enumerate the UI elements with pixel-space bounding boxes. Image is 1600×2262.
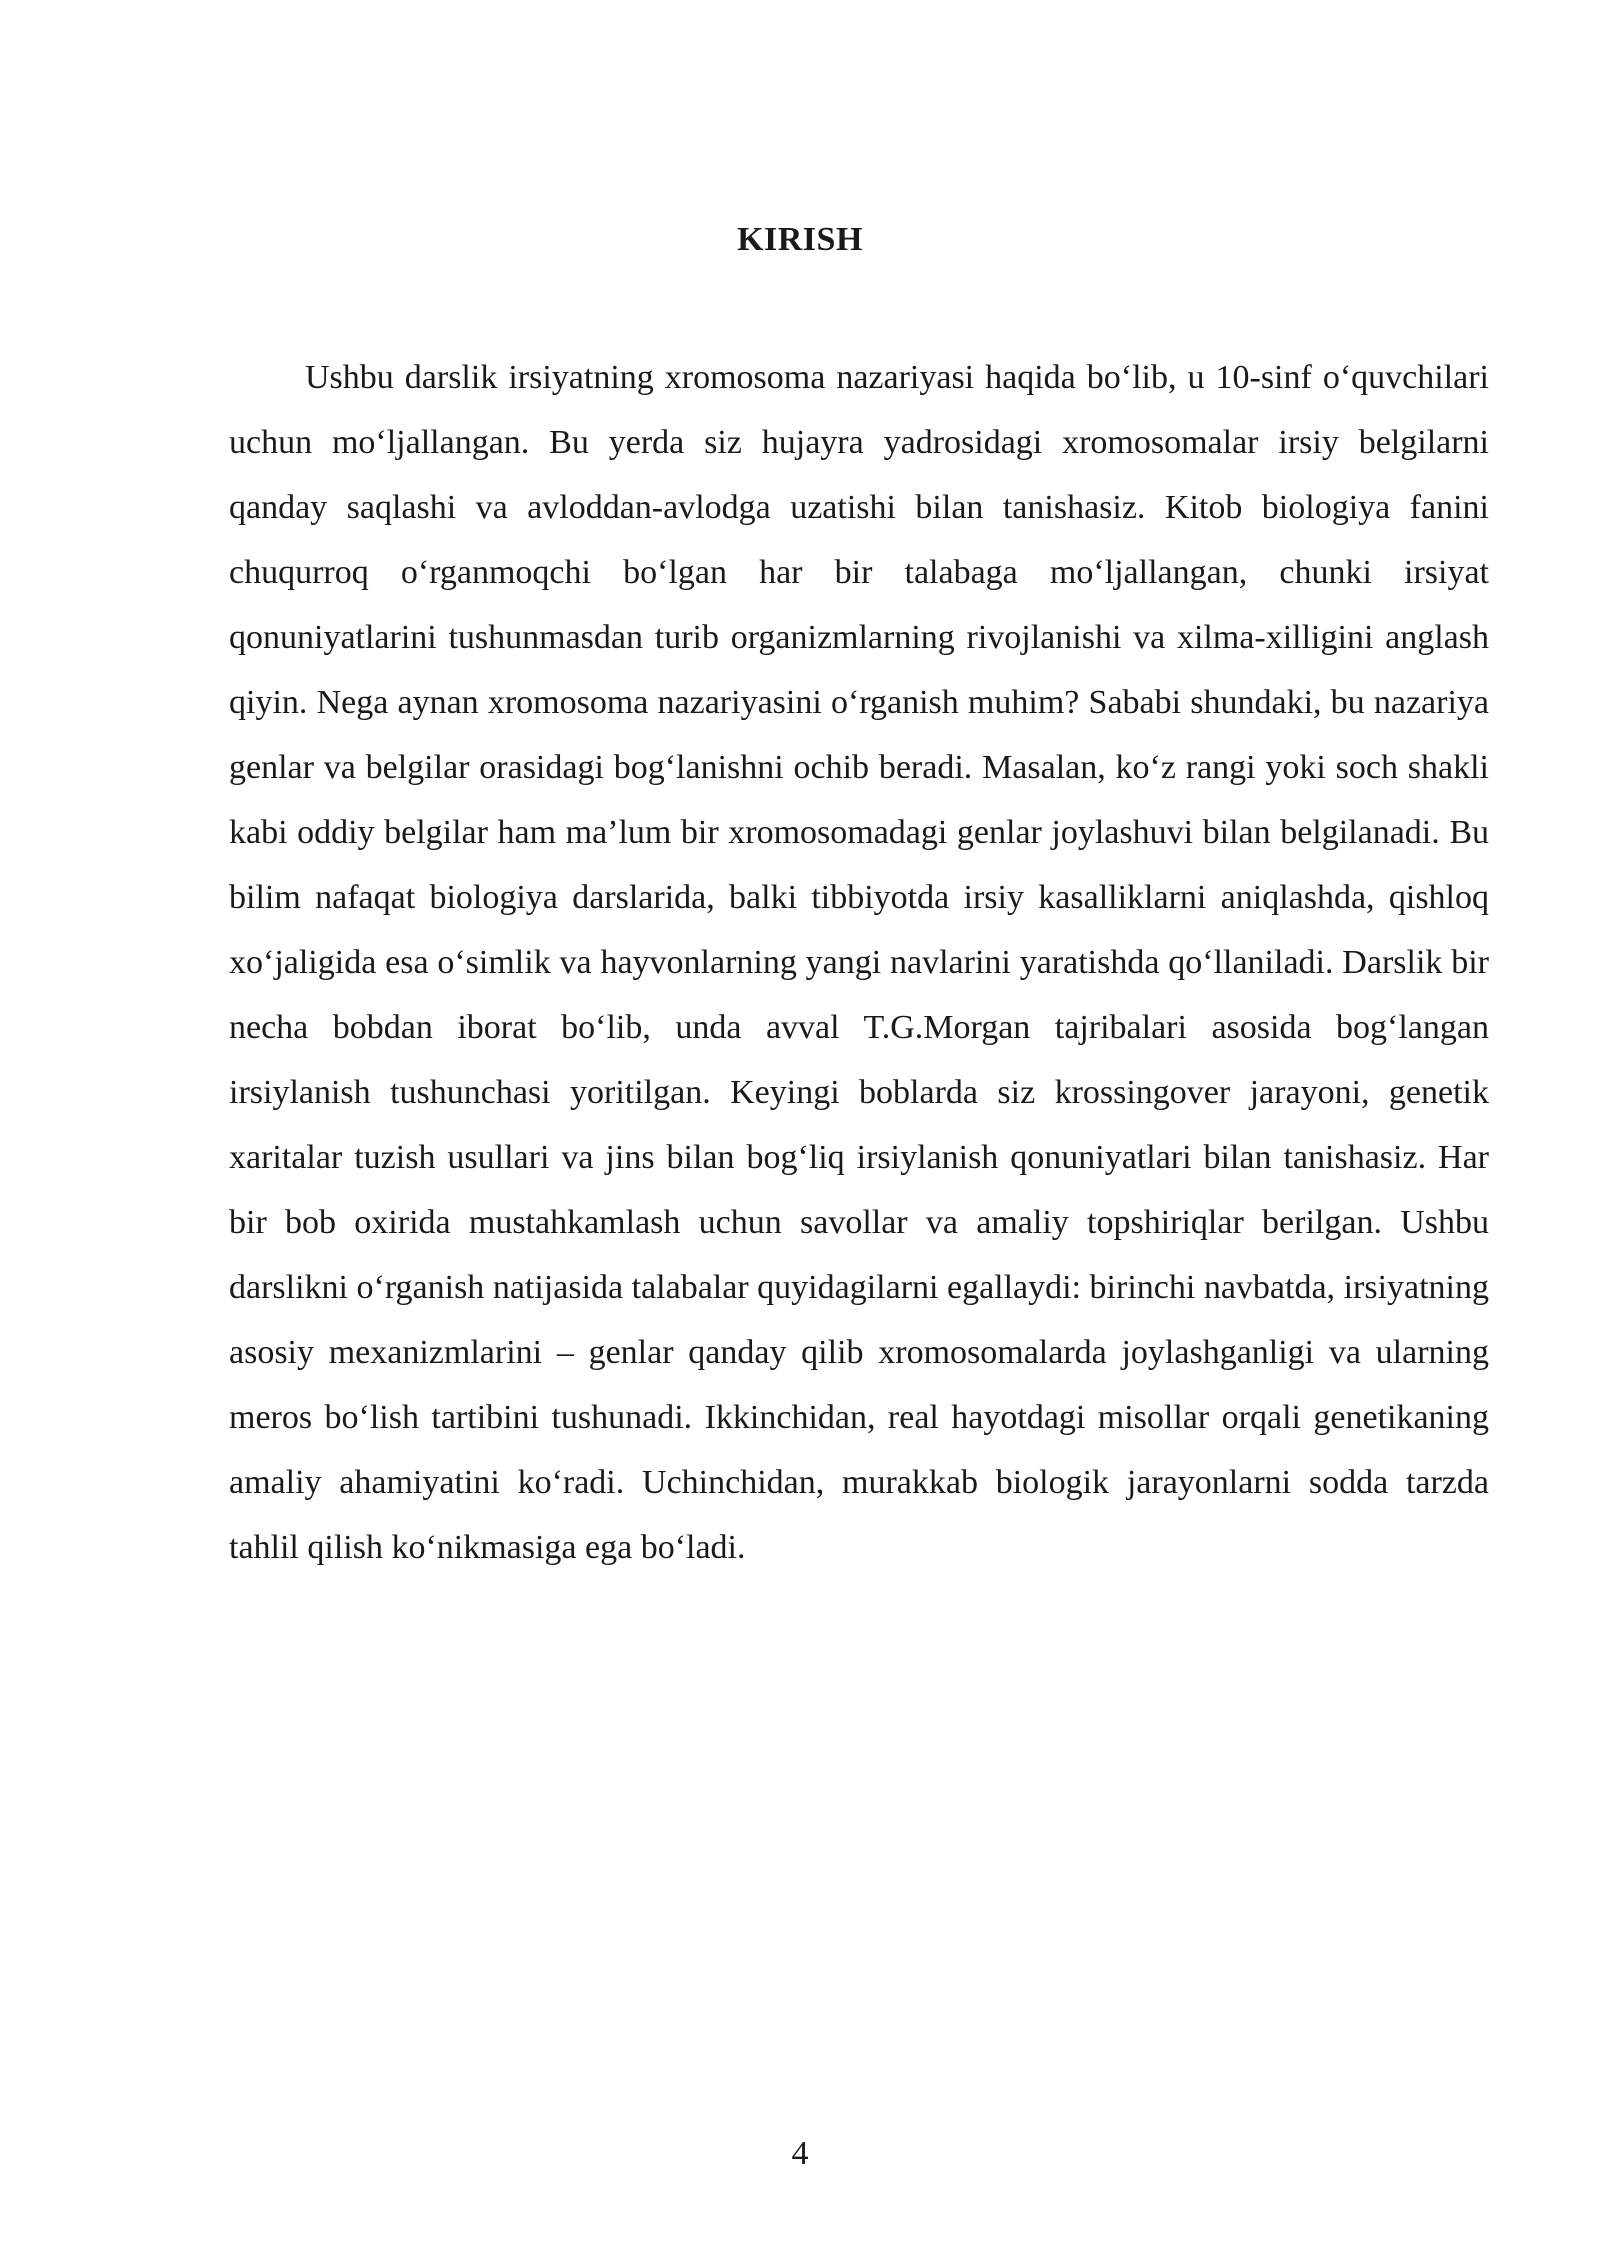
page-number: 4 xyxy=(791,2135,809,2172)
page-title: KIRISH xyxy=(737,221,863,258)
body-paragraph: Ushbu darslik irsiyatning xromosoma nazariyasi haqida bo‘lib, u 10-sinf o‘quvchilari uchun mo‘ljallangan. Bu yerda siz hujayra yadrosidagi xromosomalar irsiy belgilarni qanday saqlashi va avloddan-avlodga uzatishi bilan tanishasiz. Kitob biologiya fanini chuqurroq o‘rganmoqchi bo‘lgan har bir talabaga mo‘ljallangan, chunki irsiyat qonuniyatlarini tushunmasdan turib organizmlarning rivojlanishi va xilma-xilligini anglash qiyin. Nega aynan xromosoma nazariyasini o‘rganish muhim? Sababi shundaki, bu nazariya genlar va belgilar orasidagi bog‘lanishni ochib beradi. Masalan, ko‘z rangi yoki soch shakli kabi oddiy belgilar ham ma’lum bir xromosomadagi genlar joylashuvi bilan belgilanadi. Bu bilim nafaqat biologiya darslarida, balki tibbiyotda irsiy kasalliklarni aniqlashda, qishloq xo‘jaligida esa o‘simlik va hayvonlarning yangi navlarini yaratishda qo‘llaniladi. Darslik bir necha bobdan iborat bo‘lib, unda avval T.G.Morgan tajribalari asosida bog‘langan irsiylanish tushunchasi yoritilgan. Keyingi boblarda siz krossingover jarayoni, genetik xaritalar tuzish usullari va jins bilan bog‘liq irsiylanish qonuniyatlari bilan tanishasiz. Har bir bob oxirida mustahkamlash uchun savollar va amaliy topshiriqlar berilgan. Ushbu darslikni o‘rganish natijasida talabalar quyidagilarni egallaydi: birinchi navbatda, irsiyatning asosiy mexanizmlarini – genlar qanday qilib xromosomalarda joylashganligi va ularning meros bo‘lish tartibini tushunadi. Ikkinchidan, real hayotdagi misollar orqali genetikaning amaliy ahamiyatini ko‘radi. Uchinchidan, murakkab biologik jarayonlarni sodda tarzda tahlil qilish ko‘nikmasiga ega bo‘ladi. xyxy=(229,359,1489,1566)
